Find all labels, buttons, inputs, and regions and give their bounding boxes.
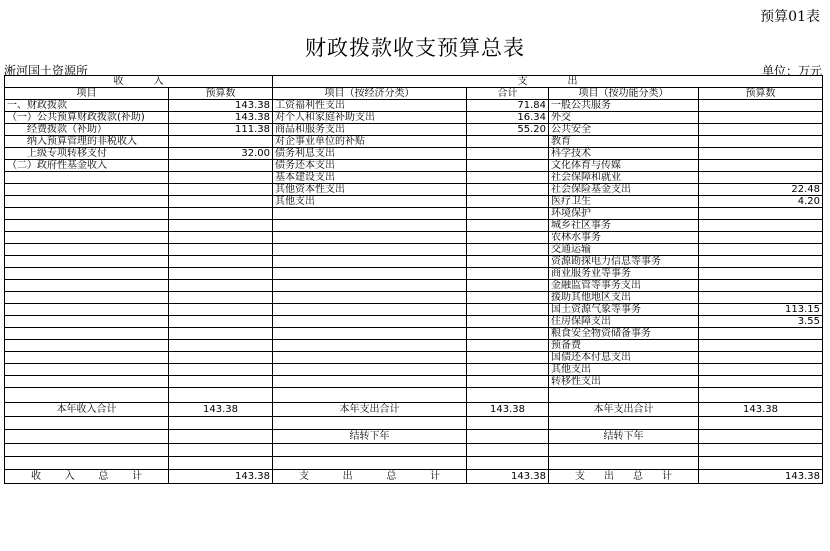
- blank-cell: [273, 417, 467, 430]
- table-row: [5, 148, 823, 160]
- econ-total-cell: 16.34: [467, 112, 549, 124]
- income-item-cell: [5, 340, 169, 352]
- income-budget-cell: [169, 256, 273, 268]
- blank-cell: [169, 430, 273, 444]
- func-item-cell: 一般公共服务: [549, 100, 699, 112]
- table-row: [5, 328, 823, 340]
- total-label-char: 计: [131, 471, 142, 482]
- econ-item-cell: [273, 208, 467, 220]
- blank-cell: [699, 430, 823, 444]
- blank-cell: [169, 417, 273, 430]
- func-budget-cell: [699, 112, 823, 124]
- econ-item-cell: [273, 256, 467, 268]
- func-year-total-label: 本年支出合计: [549, 403, 699, 417]
- func-item-cell: 预备费: [549, 340, 699, 352]
- income-budget-cell: 32.00: [169, 148, 273, 160]
- table-row: [5, 112, 823, 124]
- func-item-cell: 社会保障和就业: [549, 172, 699, 184]
- income-item-cell: [5, 316, 169, 328]
- total-label-char: 计: [429, 471, 440, 482]
- func-item-cell: 转移性支出: [549, 376, 699, 388]
- table-row: [5, 172, 823, 184]
- func-item-cell: 城乡社区事务: [549, 220, 699, 232]
- func-budget-cell: [699, 280, 823, 292]
- income-budget-header: 预算数: [169, 88, 273, 100]
- income-budget-cell: [169, 208, 273, 220]
- table-row: [5, 184, 823, 196]
- income-item-cell: [5, 220, 169, 232]
- econ-total-cell: [467, 184, 549, 196]
- econ-item-cell: [273, 268, 467, 280]
- budget-table: [4, 75, 823, 484]
- total-label-char: 出: [342, 471, 353, 482]
- econ-item-header: 项目（按经济分类）: [273, 88, 467, 100]
- income-budget-cell: [169, 280, 273, 292]
- income-item-cell: 经费拨款（补助）: [5, 124, 169, 136]
- income-budget-cell: [169, 196, 273, 208]
- table-row: [5, 208, 823, 220]
- table-row: [5, 364, 823, 376]
- table-row: [5, 280, 823, 292]
- table-row: [5, 316, 823, 328]
- econ-carry-label: 结转下年: [273, 430, 467, 444]
- income-budget-cell: [169, 328, 273, 340]
- func-budget-cell: 3.55: [699, 316, 823, 328]
- func-item-cell: 文化体育与传媒: [549, 160, 699, 172]
- income-item-cell: [5, 352, 169, 364]
- income-budget-cell: [169, 160, 273, 172]
- income-item-cell: [5, 328, 169, 340]
- income-item-cell: [5, 196, 169, 208]
- table-row: [5, 136, 823, 148]
- blank-cell: [549, 457, 699, 470]
- econ-item-cell: 对企事业单位的补贴: [273, 136, 467, 148]
- form-number: 预算01表: [760, 9, 820, 25]
- econ-total-cell: [467, 172, 549, 184]
- econ-grand-total-value: 143.38: [467, 470, 549, 484]
- blank-cell: [467, 444, 549, 457]
- econ-item-cell: [273, 232, 467, 244]
- econ-total-header: 合计: [467, 88, 549, 100]
- econ-total-cell: 55.20: [467, 124, 549, 136]
- func-item-cell: 资源勘探电力信息等事务: [549, 256, 699, 268]
- econ-total-cell: [467, 268, 549, 280]
- econ-item-cell: 工资福利性支出: [273, 100, 467, 112]
- income-item-cell: [5, 304, 169, 316]
- year-total-row: [5, 403, 823, 417]
- income-budget-cell: 143.38: [169, 100, 273, 112]
- income-budget-cell: [169, 172, 273, 184]
- func-item-cell: 公共安全: [549, 124, 699, 136]
- income-budget-cell: [169, 352, 273, 364]
- econ-total-cell: [467, 352, 549, 364]
- func-item-cell: 社会保险基金支出: [549, 184, 699, 196]
- func-item-cell: 援助其他地区支出: [549, 292, 699, 304]
- income-item-cell: （二）政府性基金收入: [5, 160, 169, 172]
- econ-item-cell: 债务利息支出: [273, 148, 467, 160]
- table-row: [5, 196, 823, 208]
- total-label-char: 出: [604, 471, 614, 482]
- func-item-cell: 粮食安全物资储备事务: [549, 328, 699, 340]
- income-item-cell: [5, 244, 169, 256]
- income-budget-cell: [169, 268, 273, 280]
- econ-item-cell: 基本建设支出: [273, 172, 467, 184]
- econ-item-cell: [273, 352, 467, 364]
- econ-total-cell: [467, 148, 549, 160]
- income-budget-cell: [169, 220, 273, 232]
- income-item-cell: [5, 184, 169, 196]
- func-grand-total-label: [549, 470, 699, 484]
- func-budget-cell: [699, 124, 823, 136]
- econ-item-cell: [273, 328, 467, 340]
- econ-grand-total-label: [273, 470, 467, 484]
- econ-item-cell: [273, 280, 467, 292]
- income-item-cell: [5, 364, 169, 376]
- econ-total-cell: [467, 256, 549, 268]
- func-item-cell: 教育: [549, 136, 699, 148]
- income-budget-cell: [169, 364, 273, 376]
- econ-total-cell: [467, 340, 549, 352]
- econ-total-cell: [467, 196, 549, 208]
- total-label-char: 收: [31, 471, 41, 482]
- econ-total-cell: [467, 232, 549, 244]
- econ-total-cell: [467, 280, 549, 292]
- func-item-cell: 农林水事务: [549, 232, 699, 244]
- income-grand-total-label: [5, 470, 169, 484]
- blank-cell: [169, 457, 273, 470]
- blank-cell: [273, 444, 467, 457]
- income-budget-cell: [169, 136, 273, 148]
- func-year-total-value: 143.38: [699, 403, 823, 417]
- total-label-char: 支: [575, 471, 585, 482]
- func-grand-total-value: 143.38: [699, 470, 823, 484]
- total-label-char: 入: [64, 471, 75, 482]
- blank-cell: [5, 417, 169, 430]
- econ-year-total-label: 本年支出合计: [273, 403, 467, 417]
- econ-item-cell: 商品和服务支出: [273, 124, 467, 136]
- blank-cell: [549, 417, 699, 430]
- income-item-cell: [5, 268, 169, 280]
- func-budget-cell: [699, 268, 823, 280]
- func-item-cell: 金融监管等事务支出: [549, 280, 699, 292]
- table-row: [5, 256, 823, 268]
- blank-cell: [549, 388, 699, 403]
- blank-cell: [699, 417, 823, 430]
- table-row: [5, 352, 823, 364]
- budget-table-body: [5, 76, 823, 484]
- income-budget-cell: [169, 304, 273, 316]
- income-group-header: 收 入: [5, 76, 273, 88]
- func-budget-cell: [699, 232, 823, 244]
- func-budget-header: 预算数: [699, 88, 823, 100]
- income-budget-cell: 111.38: [169, 124, 273, 136]
- income-grand-total-value: 143.38: [169, 470, 273, 484]
- econ-item-cell: [273, 364, 467, 376]
- income-item-cell: [5, 172, 169, 184]
- econ-total-cell: [467, 292, 549, 304]
- income-item-cell: [5, 256, 169, 268]
- blank-cell: [699, 388, 823, 403]
- income-item-cell: [5, 232, 169, 244]
- total-label-char: 总: [98, 471, 109, 482]
- econ-total-cell: [467, 244, 549, 256]
- blank-cell: [169, 444, 273, 457]
- econ-item-cell: [273, 316, 467, 328]
- blank-cell: [699, 457, 823, 470]
- econ-item-cell: 债务还本支出: [273, 160, 467, 172]
- blank-cell: [5, 457, 169, 470]
- econ-total-cell: [467, 220, 549, 232]
- income-budget-cell: [169, 316, 273, 328]
- econ-year-total-value: 143.38: [467, 403, 549, 417]
- econ-item-cell: [273, 292, 467, 304]
- func-budget-cell: [699, 292, 823, 304]
- func-item-cell: 外交: [549, 112, 699, 124]
- func-item-cell: 医疗卫生: [549, 196, 699, 208]
- func-budget-cell: [699, 148, 823, 160]
- table-row: [5, 232, 823, 244]
- unit-label: 单位：万元: [761, 64, 822, 78]
- func-budget-cell: [699, 220, 823, 232]
- econ-item-cell: 对个人和家庭补助支出: [273, 112, 467, 124]
- table-row: [5, 340, 823, 352]
- func-item-cell: 商业服务业等事务: [549, 268, 699, 280]
- carry-forward-row: [5, 430, 823, 444]
- blank-cell: [467, 417, 549, 430]
- func-item-cell: 国土资源气象等事务: [549, 304, 699, 316]
- func-budget-cell: [699, 100, 823, 112]
- func-budget-cell: [699, 256, 823, 268]
- table-row: [5, 304, 823, 316]
- income-budget-cell: [169, 376, 273, 388]
- econ-item-cell: [273, 304, 467, 316]
- func-item-cell: 国债还本付息支出: [549, 352, 699, 364]
- blank-cell: [5, 444, 169, 457]
- blank-row: [5, 444, 823, 457]
- blank-row: [5, 417, 823, 430]
- econ-item-cell: [273, 244, 467, 256]
- table-row: [5, 220, 823, 232]
- func-item-header: 项目（按功能分类）: [549, 88, 699, 100]
- blank-row: [5, 388, 823, 403]
- income-item-cell: （一）公共预算财政拨款(补助): [5, 112, 169, 124]
- blank-cell: [467, 388, 549, 403]
- econ-total-cell: [467, 136, 549, 148]
- func-carry-label: 结转下年: [549, 430, 699, 444]
- income-item-cell: [5, 208, 169, 220]
- econ-item-cell: 其他资本性支出: [273, 184, 467, 196]
- func-budget-cell: [699, 352, 823, 364]
- econ-total-cell: [467, 160, 549, 172]
- blank-row: [5, 457, 823, 470]
- func-item-cell: 环境保护: [549, 208, 699, 220]
- income-budget-cell: 143.38: [169, 112, 273, 124]
- econ-item-cell: [273, 376, 467, 388]
- econ-total-cell: [467, 364, 549, 376]
- income-year-total-label: 本年收入合计: [5, 403, 169, 417]
- organization-name: 淅河国土资源所: [4, 64, 89, 78]
- func-budget-cell: [699, 376, 823, 388]
- econ-total-cell: [467, 316, 549, 328]
- income-item-cell: [5, 292, 169, 304]
- page-title: 财政拨款收支预算总表: [305, 36, 525, 60]
- econ-total-cell: [467, 304, 549, 316]
- grand-total-row: [5, 470, 823, 484]
- func-budget-cell: [699, 136, 823, 148]
- econ-total-cell: [467, 208, 549, 220]
- income-budget-cell: [169, 292, 273, 304]
- income-budget-cell: [169, 244, 273, 256]
- blank-cell: [467, 457, 549, 470]
- func-item-cell: 交通运输: [549, 244, 699, 256]
- income-budget-cell: [169, 232, 273, 244]
- func-budget-cell: [699, 208, 823, 220]
- func-budget-cell: [699, 328, 823, 340]
- total-label-char: 总: [633, 471, 643, 482]
- income-budget-cell: [169, 184, 273, 196]
- func-budget-cell: 4.20: [699, 196, 823, 208]
- table-row: [5, 160, 823, 172]
- blank-cell: [169, 388, 273, 403]
- blank-cell: [273, 457, 467, 470]
- func-budget-cell: [699, 364, 823, 376]
- func-budget-cell: [699, 244, 823, 256]
- func-budget-cell: [699, 160, 823, 172]
- income-item-cell: [5, 280, 169, 292]
- expense-group-header: 支 出: [273, 76, 823, 88]
- econ-total-cell: [467, 376, 549, 388]
- econ-total-cell: [467, 328, 549, 340]
- blank-cell: [699, 444, 823, 457]
- table-row: [5, 244, 823, 256]
- blank-cell: [5, 430, 169, 444]
- income-year-total-value: 143.38: [169, 403, 273, 417]
- blank-cell: [5, 388, 169, 403]
- blank-cell: [273, 388, 467, 403]
- econ-item-cell: [273, 340, 467, 352]
- econ-total-cell: 71.84: [467, 100, 549, 112]
- func-budget-cell: 113.15: [699, 304, 823, 316]
- table-row: [5, 268, 823, 280]
- func-item-cell: 住房保障支出: [549, 316, 699, 328]
- income-item-cell: 上级专项转移支付: [5, 148, 169, 160]
- total-label-char: 计: [662, 471, 672, 482]
- income-budget-cell: [169, 340, 273, 352]
- blank-cell: [467, 430, 549, 444]
- func-budget-cell: [699, 340, 823, 352]
- econ-item-cell: [273, 220, 467, 232]
- income-item-cell: [5, 376, 169, 388]
- func-budget-cell: 22.48: [699, 184, 823, 196]
- func-item-cell: 科学技术: [549, 148, 699, 160]
- income-item-cell: 纳入预算管理的非税收入: [5, 136, 169, 148]
- econ-item-cell: 其他支出: [273, 196, 467, 208]
- total-label-char: 总: [386, 471, 397, 482]
- table-row: [5, 100, 823, 112]
- blank-cell: [549, 444, 699, 457]
- func-budget-cell: [699, 172, 823, 184]
- total-label-char: 支: [299, 471, 309, 482]
- table-row: [5, 376, 823, 388]
- table-row: [5, 124, 823, 136]
- income-item-header: 项目: [5, 88, 169, 100]
- table-row: [5, 292, 823, 304]
- func-item-cell: 其他支出: [549, 364, 699, 376]
- income-item-cell: 一、财政拨款: [5, 100, 169, 112]
